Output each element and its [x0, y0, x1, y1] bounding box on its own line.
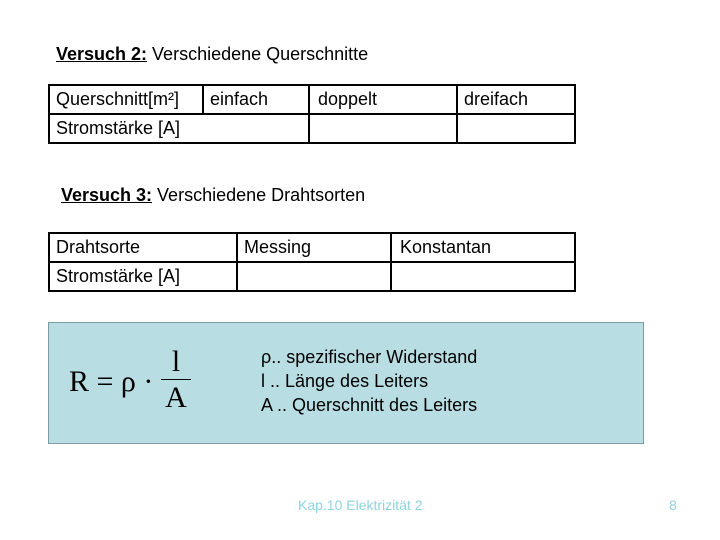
table-cell: doppelt: [309, 85, 457, 114]
table-row: [49, 85, 575, 114]
legend-line: ρ.. spezifischer Widerstand: [261, 347, 478, 367]
versuch3-lead: Versuch 3:: [61, 185, 153, 205]
legend-line: l .. Länge des Leiters: [261, 371, 429, 391]
formula-lhs: R = ρ ·: [69, 365, 154, 398]
table-row: [49, 114, 575, 143]
table-cell: [309, 114, 457, 143]
querschnitt-table: [48, 84, 576, 144]
table-row: [49, 262, 575, 291]
table-cell: Messing: [237, 233, 391, 262]
table-cell: Konstantan: [391, 233, 575, 262]
formula-box: [48, 322, 644, 444]
formula-fraction: [161, 345, 191, 416]
drahtsorte-table: [48, 232, 576, 292]
legend-line: A .. Querschnitt des Leiters: [261, 395, 478, 415]
table-cell: Stromstärke [A]: [49, 262, 237, 291]
table-cell: [237, 262, 391, 291]
table-cell: [391, 262, 575, 291]
page-number: 8: [669, 497, 677, 513]
formula-numerator: l: [171, 345, 181, 378]
formula-legend: [261, 345, 477, 417]
versuch3-heading: [61, 185, 365, 206]
versuch2-heading: [56, 44, 368, 65]
table-cell: [457, 114, 575, 143]
formula-denominator: A: [165, 381, 187, 414]
table-cell: Stromstärke [A]: [49, 114, 309, 143]
table-cell: einfach: [203, 85, 309, 114]
table-cell: dreifach: [457, 85, 575, 114]
table-cell: Querschnitt[m²]: [49, 85, 203, 114]
versuch3-title: Verschiedene Drahtsorten: [152, 185, 366, 205]
footer-chapter: Kap.10 Elektrizität 2: [298, 497, 423, 513]
table-cell: Drahtsorte: [49, 233, 237, 262]
table-row: [49, 233, 575, 262]
versuch2-title: Verschiedene Querschnitte: [147, 44, 369, 64]
versuch2-lead: Versuch 2:: [56, 44, 148, 64]
